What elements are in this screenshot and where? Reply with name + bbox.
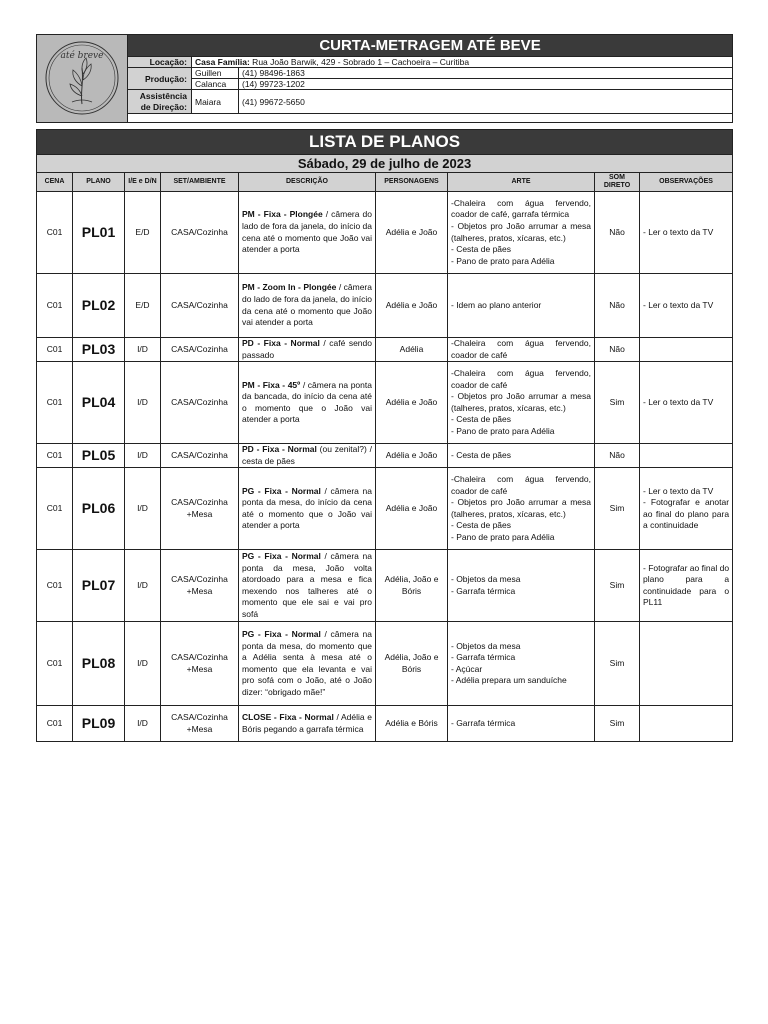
column-header: CENA xyxy=(37,173,73,192)
cena-cell: C01 xyxy=(37,468,73,550)
plano-cell: PL01 xyxy=(73,192,125,274)
shot-type: PM - Fixa - Plongée xyxy=(242,209,323,220)
producao-phone: (41) 98496-1863 xyxy=(239,68,733,79)
column-header: DESCRIÇÃO xyxy=(239,173,376,192)
logo-text: até breve xyxy=(60,50,104,61)
arte-cell xyxy=(448,274,595,338)
cena-cell: C01 xyxy=(37,192,73,274)
locacao-address: Rua João Barwik, 429 - Sobrado 1 – Cachoeira – Curitiba xyxy=(249,57,470,67)
shot-type: PD - Fixa - Normal xyxy=(242,444,317,455)
observacoes-cell xyxy=(640,338,733,362)
arte-item: -Chaleira com água fervendo, coador de café xyxy=(451,367,591,390)
personagens-cell: Adélia xyxy=(376,338,448,362)
arte-item: - Adélia prepara um sanduíche xyxy=(451,675,567,686)
arte-cell xyxy=(448,550,595,622)
personagens-cell: Adélia e João xyxy=(376,192,448,274)
arte-item: -Chaleira com água fervendo, coador de café xyxy=(451,474,591,496)
ie-dn-cell: I/D xyxy=(125,706,161,742)
ie-dn-cell: I/D xyxy=(125,550,161,622)
plan-row xyxy=(37,468,733,550)
shot-type: PG - Fixa - Normal xyxy=(242,485,321,496)
plan-row xyxy=(37,338,733,362)
locacao-label: Locação: xyxy=(128,57,192,68)
observacao-item: - Ler o texto da TV xyxy=(643,485,714,496)
ie-dn-cell: E/D xyxy=(125,274,161,338)
set-cell: CASA/Cozinha +Mesa xyxy=(161,468,239,550)
set-cell: CASA/Cozinha +Mesa xyxy=(161,706,239,742)
arte-item: - Objetos pro João arrumar a mesa (talheres, pratos, xícaras, etc.) xyxy=(451,391,591,413)
ie-dn-cell: I/D xyxy=(125,444,161,468)
descricao-cell xyxy=(239,444,376,468)
plan-row xyxy=(37,192,733,274)
arte-item: - Objetos da mesa xyxy=(451,574,521,585)
column-header: I/E e D/N xyxy=(125,173,161,192)
arte-cell xyxy=(448,706,595,742)
arte-cell xyxy=(448,468,595,550)
cena-cell: C01 xyxy=(37,362,73,444)
set-cell: CASA/Cozinha xyxy=(161,362,239,444)
plan-row xyxy=(37,550,733,622)
observacao-item: - Ler o texto da TV xyxy=(643,396,714,407)
personagens-cell: Adélia e João xyxy=(376,468,448,550)
cena-cell: C01 xyxy=(37,550,73,622)
column-header: PLANO xyxy=(73,173,125,192)
arte-item: - Açúcar xyxy=(451,663,483,674)
film-title: CURTA-METRAGEM ATÉ BEVE xyxy=(128,35,733,57)
observacoes-cell xyxy=(640,622,733,706)
som-direto-cell: Não xyxy=(595,192,640,274)
arte-item: - Garrafa térmica xyxy=(451,585,516,596)
shot-description: / câmera na ponta da mesa, do momento que a Adélia senta à mesa até o momento que ela levanta e vai pro sofá com o João, até o João dizer: “obrigado mãe!” xyxy=(242,629,373,698)
plano-cell: PL02 xyxy=(73,274,125,338)
arte-item: - Cesta de pães xyxy=(451,520,512,531)
observacoes-cell xyxy=(640,706,733,742)
som-direto-cell: Sim xyxy=(595,622,640,706)
shot-description: (ou zenital?) / cesta de pães xyxy=(242,444,372,466)
assistencia-name: Maiara xyxy=(192,90,239,114)
shot-type: CLOSE - Fixa - Normal xyxy=(242,712,334,723)
assistencia-phone: (41) 99672-5650 xyxy=(239,90,733,114)
ie-dn-cell: I/D xyxy=(125,622,161,706)
set-cell: CASA/Cozinha xyxy=(161,444,239,468)
set-cell: CASA/Cozinha xyxy=(161,192,239,274)
personagens-cell: Adélia e João xyxy=(376,274,448,338)
locacao-value xyxy=(192,57,733,68)
set-cell: CASA/Cozinha xyxy=(161,274,239,338)
column-header: PERSONAGENS xyxy=(376,173,448,192)
descricao-cell xyxy=(239,622,376,706)
assistencia-label-line2: de Direção: xyxy=(140,101,187,112)
plan-row xyxy=(37,444,733,468)
arte-item: - Pano de prato para Adélia xyxy=(451,532,555,543)
column-header: OBSERVAÇÕES xyxy=(640,173,733,192)
arte-item: - Objetos da mesa xyxy=(451,640,521,651)
observacoes-cell xyxy=(640,192,733,274)
plan-row xyxy=(37,274,733,338)
cena-cell: C01 xyxy=(37,444,73,468)
plan-list-title: LISTA DE PLANOS xyxy=(37,130,733,155)
shot-description: / câmera na ponta da bancada, do início da cena até o momento que o João vai atender a porta xyxy=(242,379,372,425)
shot-description: / câmera do lado de fora da janela, do início da cena até o momento que João vai atender a porta xyxy=(242,282,372,328)
arte-cell xyxy=(448,362,595,444)
plano-cell: PL03 xyxy=(73,338,125,362)
descricao-cell xyxy=(239,468,376,550)
arte-item: - Objetos pro João arrumar a mesa (talheres, pratos, xícaras, etc.) xyxy=(451,497,591,519)
set-cell: CASA/Cozinha xyxy=(161,338,239,362)
som-direto-cell: Não xyxy=(595,444,640,468)
cena-cell: C01 xyxy=(37,338,73,362)
personagens-cell: Adélia e João xyxy=(376,362,448,444)
observacoes-cell xyxy=(640,274,733,338)
plano-cell: PL09 xyxy=(73,706,125,742)
film-logo xyxy=(37,35,128,123)
descricao-cell xyxy=(239,338,376,362)
som-direto-cell: Sim xyxy=(595,362,640,444)
observacao-item: - Ler o texto da TV xyxy=(643,226,714,237)
arte-item: - Cesta de pães xyxy=(451,414,512,425)
som-direto-cell: Sim xyxy=(595,468,640,550)
arte-item: - Pano de prato para Adélia xyxy=(451,255,555,266)
cena-cell: C01 xyxy=(37,274,73,338)
plan-list-table xyxy=(36,129,733,742)
observacoes-cell xyxy=(640,468,733,550)
plan-row xyxy=(37,706,733,742)
shot-description: / câmera na ponta da mesa, do início da cena até o momento que o João vai atender a porta xyxy=(242,485,373,531)
production-header xyxy=(36,34,733,123)
cena-cell: C01 xyxy=(37,622,73,706)
arte-item: - Cesta de pães xyxy=(451,244,512,255)
arte-item: -Chaleira com água fervendo, coador de café, garrafa térmica xyxy=(451,197,591,220)
plan-row xyxy=(37,362,733,444)
arte-item: - Garrafa térmica xyxy=(451,652,516,663)
shot-description: / câmera na ponta da mesa, João volta atordoado para a mesa e fica mexendo nos talheres até o momento que ele sai e vai pro sofá xyxy=(242,551,373,620)
descricao-cell xyxy=(239,550,376,622)
assistencia-label-line1: Assistência xyxy=(139,90,187,101)
descricao-cell xyxy=(239,192,376,274)
film-logo-icon xyxy=(42,38,122,118)
personagens-cell: Adélia, João e Bóris xyxy=(376,550,448,622)
assistencia-label xyxy=(128,90,192,114)
set-cell: CASA/Cozinha +Mesa xyxy=(161,550,239,622)
shot-description: / câmera do lado de fora da janela, do início da cena até o momento que João vai atender a porta xyxy=(242,209,372,255)
plano-cell: PL05 xyxy=(73,444,125,468)
observacao-item: - Ler o texto da TV xyxy=(643,299,714,310)
arte-cell xyxy=(448,338,595,362)
cena-cell: C01 xyxy=(37,706,73,742)
personagens-cell: Adélia e João xyxy=(376,444,448,468)
arte-item: - Objetos pro João arrumar a mesa (talheres, pratos, xícaras, etc.) xyxy=(451,220,591,243)
arte-item: - Idem ao plano anterior xyxy=(451,299,542,310)
ie-dn-cell: I/D xyxy=(125,468,161,550)
arte-cell xyxy=(448,622,595,706)
column-header-row xyxy=(37,173,733,192)
som-direto-cell: Sim xyxy=(595,550,640,622)
arte-item: - Cesta de pães xyxy=(451,449,512,460)
observacoes-cell xyxy=(640,362,733,444)
column-header: SET/AMBIENTE xyxy=(161,173,239,192)
shot-type: PM - Zoom In - Plongée xyxy=(242,282,337,293)
ie-dn-cell: I/D xyxy=(125,362,161,444)
observacao-item: - Fotografar e anotar ao final do plano para a continuidade xyxy=(643,497,730,531)
observacao-item: - Fotografar ao final do plano para a continuidade para o PL11 xyxy=(643,562,730,608)
column-header: SOM DIRETO xyxy=(595,173,640,192)
column-header: ARTE xyxy=(448,173,595,192)
plano-cell: PL04 xyxy=(73,362,125,444)
plano-cell: PL06 xyxy=(73,468,125,550)
plano-cell: PL08 xyxy=(73,622,125,706)
descricao-cell xyxy=(239,706,376,742)
som-direto-cell: Sim xyxy=(595,706,640,742)
arte-item: - Pano de prato para Adélia xyxy=(451,425,555,436)
producao-name: Calanca xyxy=(192,79,239,90)
arte-cell xyxy=(448,444,595,468)
producao-name: Guillen xyxy=(192,68,239,79)
set-cell: CASA/Cozinha +Mesa xyxy=(161,622,239,706)
plano-cell: PL07 xyxy=(73,550,125,622)
descricao-cell xyxy=(239,362,376,444)
shot-description: / Adélia e Bóris pegando a garrafa térmica xyxy=(242,712,372,734)
som-direto-cell: Não xyxy=(595,338,640,362)
shot-type: PD - Fixa - Normal xyxy=(242,338,320,348)
descricao-cell xyxy=(239,274,376,338)
personagens-cell: Adélia e Bóris xyxy=(376,706,448,742)
shot-type: PG - Fixa - Normal xyxy=(242,551,321,562)
header-spacer xyxy=(128,114,733,123)
ie-dn-cell: E/D xyxy=(125,192,161,274)
shot-description: / café sendo passado xyxy=(242,338,372,360)
personagens-cell: Adélia, João e Bóris xyxy=(376,622,448,706)
som-direto-cell: Não xyxy=(595,274,640,338)
locacao-place: Casa Família: xyxy=(195,57,250,67)
arte-item: - Garrafa térmica xyxy=(451,718,516,729)
observacoes-cell xyxy=(640,444,733,468)
producao-label: Produção: xyxy=(128,68,192,90)
plan-row xyxy=(37,622,733,706)
producao-phone: (14) 99723-1202 xyxy=(239,79,733,90)
shot-type: PG - Fixa - Normal xyxy=(242,629,321,640)
shot-type: PM - Fixa - 45º xyxy=(242,379,301,390)
observacoes-cell xyxy=(640,550,733,622)
ie-dn-cell: I/D xyxy=(125,338,161,362)
arte-item: -Chaleira com água fervendo, coador de café xyxy=(451,338,591,360)
shoot-date: Sábado, 29 de julho de 2023 xyxy=(37,155,733,173)
arte-cell xyxy=(448,192,595,274)
